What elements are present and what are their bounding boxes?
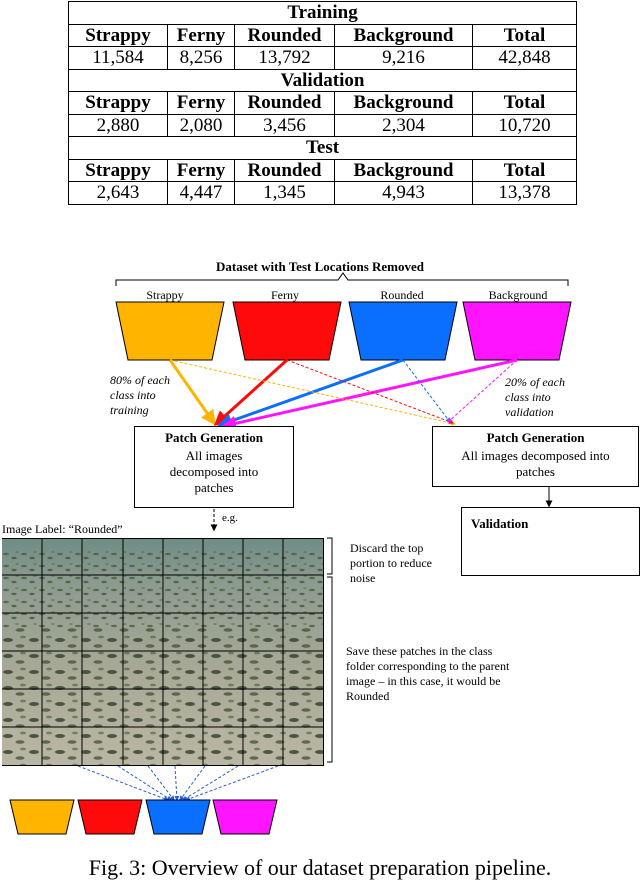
dataset-split-table <box>68 1 577 205</box>
value-cell: 10,720 <box>473 114 577 137</box>
value-cell: 2,880 <box>69 114 168 137</box>
column-header: Rounded <box>235 159 335 182</box>
column-header: Strappy <box>69 24 168 47</box>
value-row <box>69 47 577 70</box>
section-title-row <box>69 69 577 92</box>
validation-panel <box>461 507 640 576</box>
save-note: Save these patches in the class folder corresponding to the parent image – in this case, it would be Rounded <box>346 644 510 703</box>
header-row <box>69 24 577 47</box>
image-label: Image Label: “Rounded” <box>2 522 123 536</box>
note-training: 80% of each class into training <box>110 373 170 417</box>
figure-caption: Fig. 3: Overview of our dataset preparation pipeline. <box>88 855 552 880</box>
diagram-title: Dataset with Test Locations Removed <box>216 259 424 274</box>
value-cell: 2,304 <box>335 114 473 137</box>
value-cell: 13,378 <box>473 182 577 205</box>
value-cell: 9,216 <box>335 47 473 70</box>
discard-note: Discard the top portion to reduce noise <box>350 541 432 585</box>
section-title-row <box>69 2 577 25</box>
column-header: Total <box>473 159 577 182</box>
seabed-image <box>2 538 324 766</box>
class-bin-strappy <box>116 302 224 360</box>
patch-right-body: All images decomposed into patches <box>461 448 610 479</box>
training-bin-strappy <box>10 800 74 834</box>
header-row <box>69 92 577 115</box>
column-header: Ferny <box>168 24 235 47</box>
column-header: Ferny <box>168 159 235 182</box>
value-cell: 13,792 <box>235 47 335 70</box>
value-cell: 4,943 <box>335 182 473 205</box>
class-bin-ferny <box>233 302 341 360</box>
training-bin-background <box>213 800 277 834</box>
class-label-strappy: Strappy <box>146 288 184 302</box>
seabed-image-patches <box>2 538 324 766</box>
patch-generation-right <box>432 426 639 487</box>
column-header: Background <box>335 92 473 115</box>
value-row <box>69 182 577 205</box>
value-cell: 3,456 <box>235 114 335 137</box>
patch-arrows <box>78 766 278 800</box>
header-row <box>69 159 577 182</box>
column-header: Total <box>473 24 577 47</box>
column-header: Background <box>335 24 473 47</box>
eg-label: e.g. <box>222 512 238 524</box>
pipeline-diagram <box>0 250 640 880</box>
value-cell: 11,584 <box>69 47 168 70</box>
column-header: Background <box>335 159 473 182</box>
training-bin-ferny <box>78 800 142 834</box>
patch-generation-left <box>134 426 294 508</box>
value-cell: 4,447 <box>168 182 235 205</box>
class-bin-rounded <box>349 302 457 360</box>
class-label-rounded: Rounded <box>380 288 424 302</box>
section-title: Test <box>69 137 577 160</box>
value-cell: 2,080 <box>168 114 235 137</box>
arrow-background-train <box>224 360 517 426</box>
class-label-ferny: Ferny <box>271 288 299 302</box>
value-cell: 2,643 <box>69 182 168 205</box>
class-bin-background <box>463 302 571 360</box>
column-header: Rounded <box>235 24 335 47</box>
class-label-background: Background <box>488 288 548 302</box>
patch-right-heading: Patch Generation <box>486 430 585 445</box>
arrow-rounded-val <box>403 360 450 422</box>
patch-left-body: All images decomposed into patches <box>169 448 259 495</box>
bracket-discard <box>327 538 332 574</box>
bracket-save <box>327 577 332 762</box>
value-cell: 42,848 <box>473 47 577 70</box>
column-header: Strappy <box>69 159 168 182</box>
column-header: Rounded <box>235 92 335 115</box>
value-cell: 8,256 <box>168 47 235 70</box>
section-title-row <box>69 137 577 160</box>
column-header: Ferny <box>168 92 235 115</box>
section-title: Validation <box>69 69 577 92</box>
value-cell: 1,345 <box>235 182 335 205</box>
patch-left-heading: Patch Generation <box>165 430 263 445</box>
training-bin-rounded <box>146 800 210 834</box>
validation-title: Validation <box>471 516 529 531</box>
training-title: Training <box>12 776 61 791</box>
note-validation: 20% of each class into validation <box>505 375 565 419</box>
column-header: Total <box>473 92 577 115</box>
value-row <box>69 114 577 137</box>
column-header: Strappy <box>69 92 168 115</box>
section-title: Training <box>69 2 577 25</box>
